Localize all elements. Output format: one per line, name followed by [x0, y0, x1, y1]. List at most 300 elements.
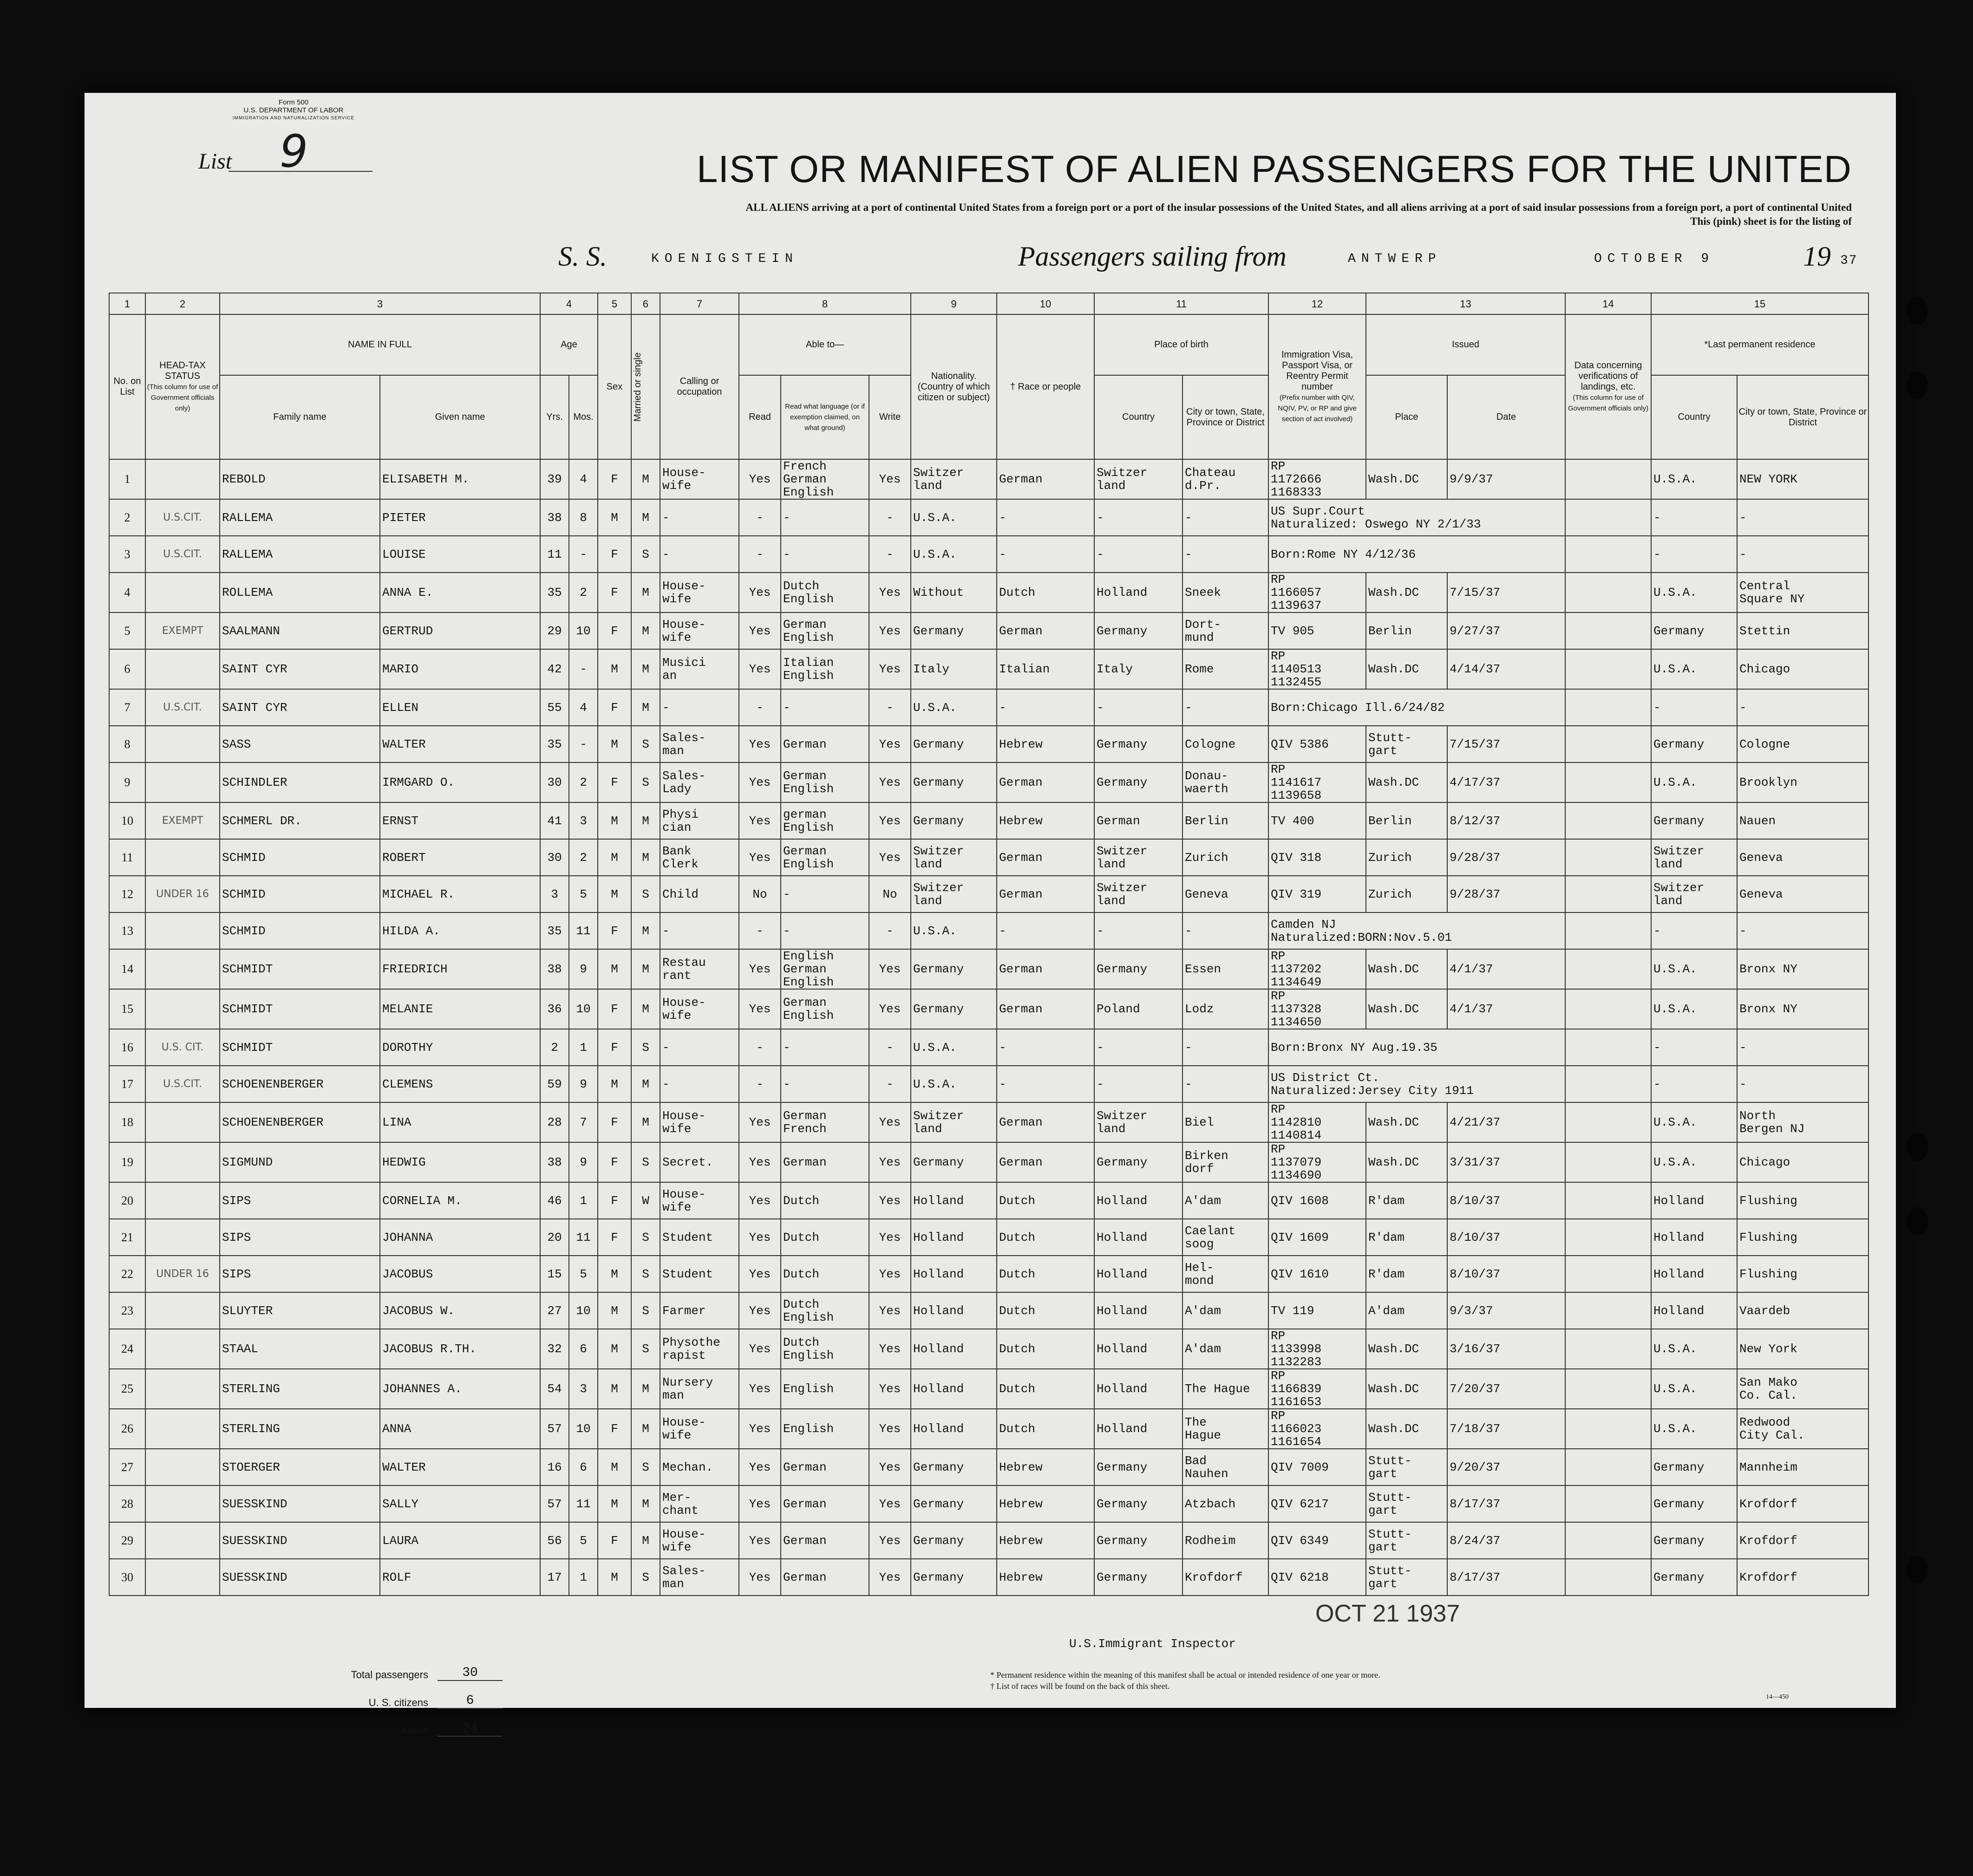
nationality: Holland: [911, 1219, 997, 1256]
head-tax-status: U.S. CIT.: [145, 1029, 220, 1066]
age-years: 3: [540, 876, 569, 912]
residence-city: Flushing: [1737, 1182, 1868, 1219]
table-row: [109, 1029, 1868, 1066]
col-able-to: Able to—: [739, 314, 911, 375]
nationality: U.S.A.: [911, 1029, 997, 1066]
sex: F: [598, 1102, 631, 1142]
can-write: Yes: [869, 989, 911, 1029]
issued-date: 4/17/37: [1447, 762, 1565, 802]
birth-country: -: [1094, 912, 1182, 949]
occupation: House- wife: [660, 1522, 739, 1559]
issued-date: 4/14/37: [1447, 649, 1565, 689]
row-number: 18: [109, 1102, 145, 1142]
sex: M: [598, 839, 631, 876]
birth-country: Germany: [1094, 1449, 1182, 1485]
given-name: ROLF: [380, 1559, 540, 1596]
issued-place: R'dam: [1366, 1256, 1447, 1292]
birth-country: Holland: [1094, 1369, 1182, 1409]
occupation: House- wife: [660, 1409, 739, 1449]
can-read: Yes: [739, 459, 781, 499]
can-write: Yes: [869, 1102, 911, 1142]
age-years: 38: [540, 1142, 569, 1182]
sex: F: [598, 1182, 631, 1219]
residence-city: Bronx NY: [1737, 949, 1868, 989]
age-months: -: [569, 649, 598, 689]
verification: [1565, 876, 1651, 912]
issued-date: 8/10/37: [1447, 1256, 1565, 1292]
residence-city: Bronx NY: [1737, 989, 1868, 1029]
given-name: ANNA: [380, 1409, 540, 1449]
birth-country: Germany: [1094, 949, 1182, 989]
age-months: 9: [569, 1066, 598, 1102]
family-name: STERLING: [220, 1369, 380, 1409]
verification: [1565, 459, 1651, 499]
age-years: 27: [540, 1292, 569, 1329]
occupation: Student: [660, 1219, 739, 1256]
col-res-city: City or town, State, Province or District: [1737, 375, 1868, 459]
nationality: Germany: [911, 989, 997, 1029]
can-write: Yes: [869, 1142, 911, 1182]
issued-date: 4/21/37: [1447, 1102, 1565, 1142]
birth-country: German: [1094, 802, 1182, 839]
occupation: -: [660, 536, 739, 573]
residence-city: Vaardeb: [1737, 1292, 1868, 1329]
residence-country: Germany: [1651, 1522, 1737, 1559]
nationality: Holland: [911, 1409, 997, 1449]
residence-country: -: [1651, 499, 1737, 536]
age-years: 17: [540, 1559, 569, 1596]
birth-country: Holland: [1094, 1292, 1182, 1329]
read-language: German: [781, 1522, 869, 1559]
binder-hole: [1907, 1133, 1928, 1161]
marital-status: M: [631, 1369, 660, 1409]
residence-country: Holland: [1651, 1256, 1737, 1292]
occupation: House- wife: [660, 1102, 739, 1142]
race: Dutch: [997, 1182, 1094, 1219]
row-number: 19: [109, 1142, 145, 1182]
read-language: German: [781, 726, 869, 762]
footnotes: [990, 1669, 1380, 1692]
issued-place: R'dam: [1366, 1219, 1447, 1256]
residence-city: Nauen: [1737, 802, 1868, 839]
can-read: -: [739, 1029, 781, 1066]
can-write: No: [869, 876, 911, 912]
race: German: [997, 1102, 1094, 1142]
col-race: † Race or people: [997, 314, 1094, 459]
footnote-residence: * Permanent residence within the meaning of this manifest shall be actual or intended residence of one year or more.: [990, 1670, 1380, 1680]
naturalization-note: Born:Bronx NY Aug.19.35: [1268, 1029, 1565, 1066]
can-write: Yes: [869, 573, 911, 612]
read-language: -: [781, 912, 869, 949]
can-read: Yes: [739, 762, 781, 802]
colnum: 7: [660, 293, 739, 314]
issued-place: Zurich: [1366, 839, 1447, 876]
given-name: JOHANNA: [380, 1219, 540, 1256]
head-tax-status: EXEMPT: [145, 802, 220, 839]
can-read: -: [739, 912, 781, 949]
issued-date: 8/17/37: [1447, 1559, 1565, 1596]
row-number: 16: [109, 1029, 145, 1066]
birth-city: The Hague: [1182, 1369, 1268, 1409]
family-name: SCHMIDT: [220, 989, 380, 1029]
verification: [1565, 536, 1651, 573]
visa-number: QIV 6218: [1268, 1559, 1366, 1596]
nationality: Italy: [911, 649, 997, 689]
row-number: 27: [109, 1449, 145, 1485]
issued-place: Wash.DC: [1366, 459, 1447, 499]
read-language: French German English: [781, 459, 869, 499]
race: Dutch: [997, 1409, 1094, 1449]
row-number: 9: [109, 762, 145, 802]
given-name: IRMGARD O.: [380, 762, 540, 802]
can-read: Yes: [739, 1142, 781, 1182]
head-tax-status: [145, 1182, 220, 1219]
head-tax-status: [145, 912, 220, 949]
col-read-language: Read what language (or if exemption claimed, on what ground): [781, 375, 869, 459]
read-language: Dutch: [781, 1219, 869, 1256]
residence-city: Brooklyn: [1737, 762, 1868, 802]
residence-country: Germany: [1651, 612, 1737, 649]
can-read: Yes: [739, 989, 781, 1029]
birth-country: Italy: [1094, 649, 1182, 689]
table-row: [109, 802, 1868, 839]
occupation: Physothe rapist: [660, 1329, 739, 1369]
birth-country: Germany: [1094, 612, 1182, 649]
can-read: No: [739, 876, 781, 912]
issued-place: Stutt- gart: [1366, 726, 1447, 762]
read-language: German English: [781, 989, 869, 1029]
table-row: [109, 612, 1868, 649]
naturalization-note: Camden NJ Naturalized:BORN:Nov.5.01: [1268, 912, 1565, 949]
birth-country: Switzer land: [1094, 876, 1182, 912]
table-row: [109, 1142, 1868, 1182]
birth-city: Dort- mund: [1182, 612, 1268, 649]
head-tax-status: [145, 459, 220, 499]
age-months: -: [569, 536, 598, 573]
verification: [1565, 989, 1651, 1029]
age-months: 11: [569, 912, 598, 949]
given-name: ROBERT: [380, 839, 540, 876]
race: -: [997, 689, 1094, 726]
occupation: Sales- man: [660, 726, 739, 762]
verification: [1565, 1485, 1651, 1522]
age-years: 57: [540, 1409, 569, 1449]
can-write: Yes: [869, 762, 911, 802]
col-head-tax: [145, 314, 220, 459]
race: German: [997, 839, 1094, 876]
can-write: Yes: [869, 1256, 911, 1292]
issued-date: 8/10/37: [1447, 1182, 1565, 1219]
family-name: SIPS: [220, 1219, 380, 1256]
visa-number: QIV 318: [1268, 839, 1366, 876]
residence-country: U.S.A.: [1651, 1102, 1737, 1142]
nationality: Holland: [911, 1329, 997, 1369]
verification: [1565, 1066, 1651, 1102]
sex: F: [598, 689, 631, 726]
birth-city: The Hague: [1182, 1409, 1268, 1449]
visa-number: TV 905: [1268, 612, 1366, 649]
age-months: 9: [569, 949, 598, 989]
race: German: [997, 876, 1094, 912]
occupation: Restau rant: [660, 949, 739, 989]
can-write: Yes: [869, 1559, 911, 1596]
residence-country: Germany: [1651, 726, 1737, 762]
row-number: 4: [109, 573, 145, 612]
race: Hebrew: [997, 1559, 1094, 1596]
race: -: [997, 536, 1094, 573]
birth-city: Rome: [1182, 649, 1268, 689]
issued-place: Wash.DC: [1366, 1102, 1447, 1142]
birth-country: -: [1094, 536, 1182, 573]
verif-note: (This column for use of Government officials only): [1568, 393, 1649, 412]
col-place-of-birth: Place of birth: [1094, 314, 1268, 375]
can-read: Yes: [739, 1522, 781, 1559]
occupation: Nursery man: [660, 1369, 739, 1409]
occupation: Bank Clerk: [660, 839, 739, 876]
residence-city: Krofdorf: [1737, 1485, 1868, 1522]
nationality: Germany: [911, 1522, 997, 1559]
aliens-label: Aliens: [400, 1725, 428, 1736]
table-row: [109, 1522, 1868, 1559]
birth-city: Hel- mond: [1182, 1256, 1268, 1292]
family-name: SUESSKIND: [220, 1559, 380, 1596]
read-language: Dutch English: [781, 1292, 869, 1329]
nationality: Germany: [911, 726, 997, 762]
can-read: Yes: [739, 1485, 781, 1522]
row-number: 12: [109, 876, 145, 912]
totals: [294, 1653, 503, 1737]
issued-place: Zurich: [1366, 876, 1447, 912]
head-tax-status: [145, 1409, 220, 1449]
birth-city: Zurich: [1182, 839, 1268, 876]
residence-city: -: [1737, 536, 1868, 573]
family-name: SAINT CYR: [220, 689, 380, 726]
given-name: LINA: [380, 1102, 540, 1142]
verification: [1565, 726, 1651, 762]
residence-country: Germany: [1651, 1559, 1737, 1596]
col-yrs: Yrs.: [540, 375, 569, 459]
nationality: Germany: [911, 1559, 997, 1596]
sex: F: [598, 573, 631, 612]
visa-number: RP 1166023 1161654: [1268, 1409, 1366, 1449]
row-number: 6: [109, 649, 145, 689]
can-write: Yes: [869, 459, 911, 499]
marital-status: S: [631, 876, 660, 912]
manifest-table: [109, 293, 1869, 1596]
col-married: [631, 314, 660, 459]
can-write: Yes: [869, 649, 911, 689]
age-months: 6: [569, 1449, 598, 1485]
read-language: -: [781, 1066, 869, 1102]
residence-country: -: [1651, 912, 1737, 949]
list-underline: [229, 171, 372, 172]
read-language: Dutch English: [781, 573, 869, 612]
residence-city: Chicago: [1737, 649, 1868, 689]
residence-country: Holland: [1651, 1219, 1737, 1256]
birth-country: -: [1094, 1029, 1182, 1066]
total-label: Total passengers: [351, 1669, 428, 1681]
age-years: 57: [540, 1485, 569, 1522]
sex: M: [598, 949, 631, 989]
visa-number: RP 1137202 1134649: [1268, 949, 1366, 989]
issued-date: 7/20/37: [1447, 1369, 1565, 1409]
table-row: [109, 573, 1868, 612]
read-language: English: [781, 1409, 869, 1449]
age-years: 35: [540, 912, 569, 949]
race: Dutch: [997, 573, 1094, 612]
departure-port: ANTWERP: [1348, 252, 1442, 266]
can-read: Yes: [739, 1102, 781, 1142]
verification: [1565, 762, 1651, 802]
can-read: Yes: [739, 612, 781, 649]
birth-city: -: [1182, 536, 1268, 573]
row-number: 11: [109, 839, 145, 876]
read-language: -: [781, 1029, 869, 1066]
given-name: PIETER: [380, 499, 540, 536]
visa-number: QIV 1610: [1268, 1256, 1366, 1292]
read-language: German French: [781, 1102, 869, 1142]
birth-country: Holland: [1094, 1329, 1182, 1369]
row-number: 15: [109, 989, 145, 1029]
race: German: [997, 762, 1094, 802]
naturalization-note: US Supr.Court Naturalized: Oswego NY 2/1/33: [1268, 499, 1565, 536]
birth-city: -: [1182, 689, 1268, 726]
residence-city: North Bergen NJ: [1737, 1102, 1868, 1142]
age-months: 1: [569, 1182, 598, 1219]
marital-status: M: [631, 649, 660, 689]
citizens-label: U. S. citizens: [368, 1697, 428, 1708]
intro-line-1: ALL ALIENS arriving at a port of continental United States from a foreign port or a port of the insular possessions of the United States, and all aliens arriving at a port of said insular possessions from a foreign port, a port of continental United: [745, 202, 1852, 213]
sex: F: [598, 1029, 631, 1066]
list-number: 9: [280, 125, 308, 177]
can-read: -: [739, 499, 781, 536]
issued-date: 7/18/37: [1447, 1409, 1565, 1449]
footnote-races: † List of races will be found on the back of this sheet.: [990, 1681, 1170, 1691]
verification: [1565, 1449, 1651, 1485]
birth-city: Donau- waerth: [1182, 762, 1268, 802]
manifest-sheet: [85, 93, 1896, 1736]
column-numbers-row: [109, 293, 1868, 314]
issued-date: 3/16/37: [1447, 1329, 1565, 1369]
service: IMMIGRATION AND NATURALIZATION SERVICE: [232, 116, 355, 121]
occupation: House- wife: [660, 573, 739, 612]
marital-status: M: [631, 499, 660, 536]
year-prefix: 19: [1803, 241, 1831, 272]
can-read: Yes: [739, 1369, 781, 1409]
birth-country: Holland: [1094, 1182, 1182, 1219]
occupation: -: [660, 1066, 739, 1102]
age-years: 20: [540, 1219, 569, 1256]
page-title: LIST OR MANIFEST OF ALIEN PASSENGERS FOR THE UNITED: [696, 148, 1852, 190]
family-name: SCHOENENBERGER: [220, 1102, 380, 1142]
nationality: Switzer land: [911, 1102, 997, 1142]
family-name: STAAL: [220, 1329, 380, 1369]
age-months: 7: [569, 1102, 598, 1142]
occupation: Farmer: [660, 1292, 739, 1329]
head-tax-status: EXEMPT: [145, 612, 220, 649]
visa-number: QIV 1608: [1268, 1182, 1366, 1219]
race: -: [997, 499, 1094, 536]
table-row: [109, 1369, 1868, 1409]
read-language: -: [781, 876, 869, 912]
col-family-name: Family name: [220, 375, 380, 459]
issued-place: Wash.DC: [1366, 762, 1447, 802]
form-number: Form 500: [278, 98, 309, 106]
row-number: 5: [109, 612, 145, 649]
birth-country: Switzer land: [1094, 839, 1182, 876]
verification: [1565, 1182, 1651, 1219]
can-read: Yes: [739, 573, 781, 612]
residence-country: U.S.A.: [1651, 649, 1737, 689]
can-read: Yes: [739, 1219, 781, 1256]
sex: M: [598, 1292, 631, 1329]
verification: [1565, 1369, 1651, 1409]
age-months: 5: [569, 1256, 598, 1292]
col-nationality: Nationality. (Country of which citizen or subject): [911, 314, 997, 459]
row-number: 14: [109, 949, 145, 989]
age-months: 1: [569, 1029, 598, 1066]
issued-place: Stutt- gart: [1366, 1449, 1447, 1485]
row-number: 26: [109, 1409, 145, 1449]
age-months: 10: [569, 989, 598, 1029]
issued-date: 4/1/37: [1447, 989, 1565, 1029]
colnum: 2: [145, 293, 220, 314]
nationality: Germany: [911, 949, 997, 989]
age-months: 5: [569, 1522, 598, 1559]
race: Dutch: [997, 1292, 1094, 1329]
verification: [1565, 573, 1651, 612]
age-years: 41: [540, 802, 569, 839]
marital-status: W: [631, 1182, 660, 1219]
sex: F: [598, 762, 631, 802]
residence-city: -: [1737, 499, 1868, 536]
col-birth-country: Country: [1094, 375, 1182, 459]
visa-number: TV 400: [1268, 802, 1366, 839]
nationality: Holland: [911, 1369, 997, 1409]
given-name: WALTER: [380, 726, 540, 762]
birth-city: Berlin: [1182, 802, 1268, 839]
race: Hebrew: [997, 1449, 1094, 1485]
read-language: -: [781, 499, 869, 536]
residence-country: Switzer land: [1651, 839, 1737, 876]
family-name: SUESSKIND: [220, 1522, 380, 1559]
age-years: 29: [540, 612, 569, 649]
verification: [1565, 839, 1651, 876]
sex: M: [598, 1485, 631, 1522]
table-row: [109, 949, 1868, 989]
age-years: 56: [540, 1522, 569, 1559]
can-write: -: [869, 1029, 911, 1066]
marital-status: M: [631, 689, 660, 726]
given-name: SALLY: [380, 1485, 540, 1522]
nationality: U.S.A.: [911, 536, 997, 573]
total-value: 30: [438, 1666, 503, 1681]
col-given-name: Given name: [380, 375, 540, 459]
birth-country: Holland: [1094, 573, 1182, 612]
nationality: Germany: [911, 762, 997, 802]
residence-city: Krofdorf: [1737, 1522, 1868, 1559]
residence-city: New York: [1737, 1329, 1868, 1369]
sex: F: [598, 989, 631, 1029]
head-tax-status: UNDER 16: [145, 876, 220, 912]
colnum: 12: [1268, 293, 1366, 314]
department: U.S. DEPARTMENT OF LABOR: [243, 106, 344, 114]
age-months: 2: [569, 573, 598, 612]
col-mos: Mos.: [569, 375, 598, 459]
nationality: Germany: [911, 1449, 997, 1485]
issued-place: Wash.DC: [1366, 649, 1447, 689]
verif-title: Data concerning verifications of landings, etc.: [1574, 360, 1642, 392]
